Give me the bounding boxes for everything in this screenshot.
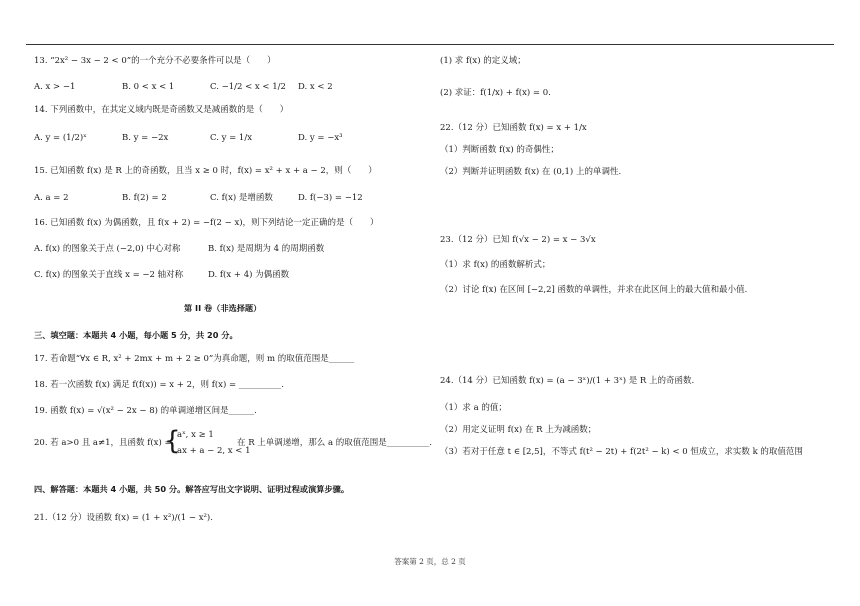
q15-option-c: C. f(x) 是增函数	[210, 193, 273, 203]
q15-option-b: B. f(2) = 2	[122, 193, 167, 203]
q15-option-a: A. a = 2	[34, 193, 69, 203]
question-21: 21.（12 分）设函数 f(x) = (1 + x²)/(1 − x²).	[34, 513, 213, 523]
question-20-suffix: 在 R 上单调递增，那么 a 的取值范围是__________.	[237, 438, 432, 448]
question-14: 14. 下列函数中，在其定义域内既是奇函数又是减函数的是（ ）	[34, 105, 289, 115]
q13-option-c: C. −1/2 < x < 1/2	[210, 82, 286, 92]
q22-part-1: （1）判断函数 f(x) 的奇偶性；	[440, 145, 559, 155]
section-4-heading: 四、解答题：本题共 4 小题，共 50 分。解答应写出文字说明、证明过程或演算步骤。	[34, 484, 350, 494]
q14-option-c: C. y = 1/x	[210, 133, 252, 143]
q22-part-2: （2）判断并证明函数 f(x) 在 (0,1) 上的单调性.	[440, 167, 622, 177]
question-16: 16. 已知函数 f(x) 为偶函数，且 f(x + 2) = −f(2 − x)，则下列结论一定正确的是（ ）	[34, 218, 379, 228]
q16-option-d: D. f(x + 4) 为偶函数	[208, 270, 290, 280]
header-rule	[26, 44, 834, 45]
q13-option-b: B. 0 < x < 1	[122, 82, 175, 92]
question-22: 22.（12 分）已知函数 f(x) = x + 1/x	[440, 123, 587, 133]
q16-option-b: B. f(x) 是周期为 4 的周期函数	[208, 244, 325, 254]
part-two-title: 第 II 卷（非选择题）	[184, 303, 262, 313]
q24-part-2: （2）用定义证明 f(x) 在 R 上为减函数；	[440, 425, 597, 435]
q15-option-d: D. f(−3) = −12	[298, 193, 363, 203]
q20-brace: {	[164, 426, 181, 456]
question-19: 19. 函数 f(x) = √(x² − 2x − 8) 的单调递增区间是______.	[34, 406, 257, 416]
q21-part-1: (1) 求 f(x) 的定义域；	[440, 56, 526, 66]
question-18: 18. 若一次函数 f(x) 满足 f(f(x)) = x + 2，则 f(x) = __________.	[34, 380, 285, 390]
question-15: 15. 已知函数 f(x) 是 R 上的奇函数，且当 x ≥ 0 时，f(x) = x² + x + a − 2，则（ ）	[34, 166, 377, 176]
q24-part-1: （1）求 a 的值；	[440, 403, 507, 413]
q14-option-d: D. y = −x³	[298, 133, 343, 143]
q16-option-a: A. f(x) 的图象关于点 (−2,0) 中心对称	[34, 244, 181, 254]
q23-part-2: （2）讨论 f(x) 在区间 [−2,2] 函数的单调性，并求在此区间上的最大值和最小值.	[440, 285, 748, 295]
q14-option-a: A. y = (1/2)ˣ	[34, 133, 87, 143]
q23-part-1: （1）求 f(x) 的函数解析式；	[440, 260, 551, 270]
question-17: 17. 若命题“∀x ∈ R, x² + 2mx + m + 2 ≥ 0”为真命题，则 m 的取值范围是______	[34, 354, 355, 364]
q13-option-a: A. x > −1	[34, 82, 76, 92]
question-20-prefix: 20. 若 a>0 且 a≠1，且函数 f(x) =	[34, 438, 172, 448]
q13-option-d: D. x < 2	[298, 82, 333, 92]
page-footer: 答案第 2 页，总 2 页	[394, 557, 466, 566]
question-23: 23.（12 分）已知 f(√x − 2) = x − 3√x	[440, 235, 596, 245]
q24-part-3: （3）若对于任意 t ∈ [2,5]，不等式 f(t² − 2t) + f(2t² − k) < 0 恒成立，求实数 k 的取值范围	[440, 447, 803, 457]
question-24: 24.（14 分）已知函数 f(x) = (a − 3ˣ)/(1 + 3ˣ) 是 R 上的奇函数.	[440, 376, 695, 386]
q21-part-2: (2) 求证：f(1/x) + f(x) = 0.	[440, 88, 551, 98]
section-3-heading: 三、填空题：本题共 4 小题，每小题 5 分，共 20 分。	[34, 330, 238, 340]
question-13: 13. “2x² − 3x − 2 < 0”的一个充分不必要条件可以是（ ）	[34, 56, 276, 66]
q20-case-2: ax + a − 2, x < 1	[177, 446, 251, 456]
q16-option-c: C. f(x) 的图象关于直线 x = −2 轴对称	[34, 270, 184, 280]
q20-case-1: aˣ, x ≥ 1	[177, 430, 214, 440]
q14-option-b: B. y = −2x	[122, 133, 169, 143]
